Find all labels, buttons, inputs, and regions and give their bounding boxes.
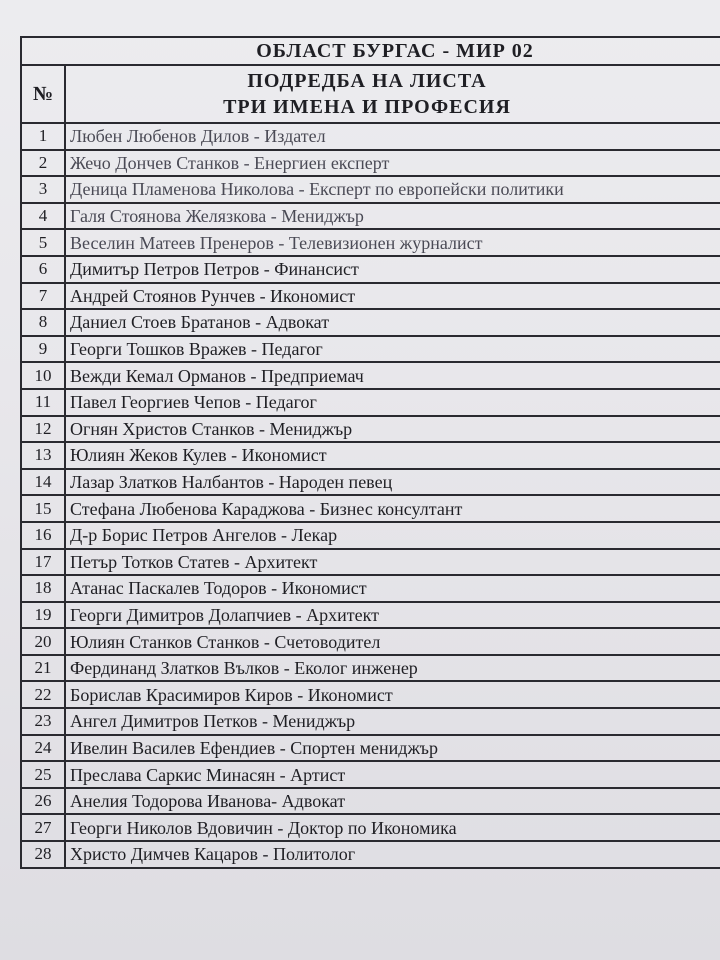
candidate-name-profession: Георги Тошков Вражев - Педагог [65, 336, 720, 363]
row-number: 21 [21, 655, 65, 682]
row-number: 15 [21, 495, 65, 522]
candidate-name-profession: Даниел Стоев Братанов - Адвокат [65, 309, 720, 336]
row-number: 23 [21, 708, 65, 735]
table-row [21, 336, 720, 363]
table-header-row [21, 65, 720, 123]
header-line-2: ТРИ ИМЕНА И ПРОФЕСИЯ [223, 96, 511, 118]
row-number: 24 [21, 735, 65, 762]
row-number: 8 [21, 309, 65, 336]
candidate-name-profession: Юлиян Жеков Кулев - Икономист [65, 442, 720, 469]
row-number: 9 [21, 336, 65, 363]
table-row [21, 123, 720, 150]
row-number: 4 [21, 203, 65, 230]
header-line-1: ПОДРЕДБА НА ЛИСТА [247, 70, 487, 92]
candidate-name-profession: Деница Пламенова Николова - Експерт по европейски политики [65, 176, 720, 203]
row-number: 7 [21, 283, 65, 310]
table-row [21, 416, 720, 443]
table-row [21, 522, 720, 549]
row-number: 2 [21, 150, 65, 177]
table-row [21, 150, 720, 177]
table-row [21, 229, 720, 256]
candidate-name-profession: Атанас Паскалев Тодоров - Икономист [65, 575, 720, 602]
header-description [65, 65, 720, 123]
table-row [21, 495, 720, 522]
candidate-name-profession: Христо Димчев Кацаров - Политолог [65, 841, 720, 868]
row-number: 16 [21, 522, 65, 549]
table-row [21, 788, 720, 815]
candidate-name-profession: Любен Любенов Дилов - Издател [65, 123, 720, 150]
row-number: 11 [21, 389, 65, 416]
candidate-name-profession: Лазар Златков Налбантов - Народен певец [65, 469, 720, 496]
row-number: 27 [21, 814, 65, 841]
table-row [21, 176, 720, 203]
row-number: 3 [21, 176, 65, 203]
candidate-name-profession: Анелия Тодорова Иванова- Адвокат [65, 788, 720, 815]
table-row [21, 602, 720, 629]
candidate-name-profession: Ангел Димитров Петков - Мениджър [65, 708, 720, 735]
table-row [21, 309, 720, 336]
table-row [21, 708, 720, 735]
table-row [21, 735, 720, 762]
candidate-name-profession: Георги Димитров Долапчиев - Архитект [65, 602, 720, 629]
row-number: 6 [21, 256, 65, 283]
candidate-name-profession: Юлиян Станков Станков - Счетоводител [65, 628, 720, 655]
table-row [21, 283, 720, 310]
table-row [21, 362, 720, 389]
candidate-name-profession: Галя Стоянова Желязкова - Мениджър [65, 203, 720, 230]
row-number: 28 [21, 841, 65, 868]
candidate-name-profession: Борислав Красимиров Киров - Икономист [65, 681, 720, 708]
candidate-name-profession: Георги Николов Вдовичин - Доктор по Икономика [65, 814, 720, 841]
candidate-name-profession: Вежди Кемал Орманов - Предприемач [65, 362, 720, 389]
candidate-list-sheet [20, 36, 720, 869]
row-number: 5 [21, 229, 65, 256]
row-number: 20 [21, 628, 65, 655]
candidate-name-profession: Ивелин Василев Ефендиев - Спортен мениджър [65, 735, 720, 762]
row-number: 26 [21, 788, 65, 815]
candidate-name-profession: Павел Георгиев Чепов - Педагог [65, 389, 720, 416]
candidate-name-profession: Веселин Матеев Пренеров - Телевизионен журналист [65, 229, 720, 256]
table-row [21, 389, 720, 416]
table-row [21, 575, 720, 602]
row-number: 25 [21, 761, 65, 788]
row-number: 1 [21, 123, 65, 150]
candidate-name-profession: Огнян Христов Станков - Мениджър [65, 416, 720, 443]
header-number: № [21, 65, 65, 123]
table-row [21, 681, 720, 708]
row-number: 12 [21, 416, 65, 443]
candidate-name-profession: Петър Тотков Статев - Архитект [65, 549, 720, 576]
table-row [21, 442, 720, 469]
candidate-name-profession: Андрей Стоянов Рунчев - Икономист [65, 283, 720, 310]
candidate-name-profession: Жечо Дончев Станков - Енергиен експерт [65, 150, 720, 177]
table-row [21, 203, 720, 230]
table-title-row [21, 37, 720, 65]
row-number: 19 [21, 602, 65, 629]
row-number: 13 [21, 442, 65, 469]
table-row [21, 469, 720, 496]
row-number: 17 [21, 549, 65, 576]
candidate-list-table [20, 36, 720, 869]
row-number: 10 [21, 362, 65, 389]
candidate-name-profession: Преслава Саркис Минасян - Артист [65, 761, 720, 788]
candidate-name-profession: Фердинанд Златков Вълков - Еколог инженер [65, 655, 720, 682]
table-row [21, 628, 720, 655]
row-number: 18 [21, 575, 65, 602]
candidate-name-profession: Димитър Петров Петров - Финансист [65, 256, 720, 283]
candidate-name-profession: Д-р Борис Петров Ангелов - Лекар [65, 522, 720, 549]
row-number: 14 [21, 469, 65, 496]
table-row [21, 256, 720, 283]
table-row [21, 841, 720, 868]
table-row [21, 655, 720, 682]
table-row [21, 549, 720, 576]
document-title: ОБЛАСТ БУРГАС - МИР 02 [21, 37, 720, 65]
table-row [21, 761, 720, 788]
row-number: 22 [21, 681, 65, 708]
candidate-name-profession: Стефана Любенова Караджова - Бизнес консултант [65, 495, 720, 522]
table-row [21, 814, 720, 841]
